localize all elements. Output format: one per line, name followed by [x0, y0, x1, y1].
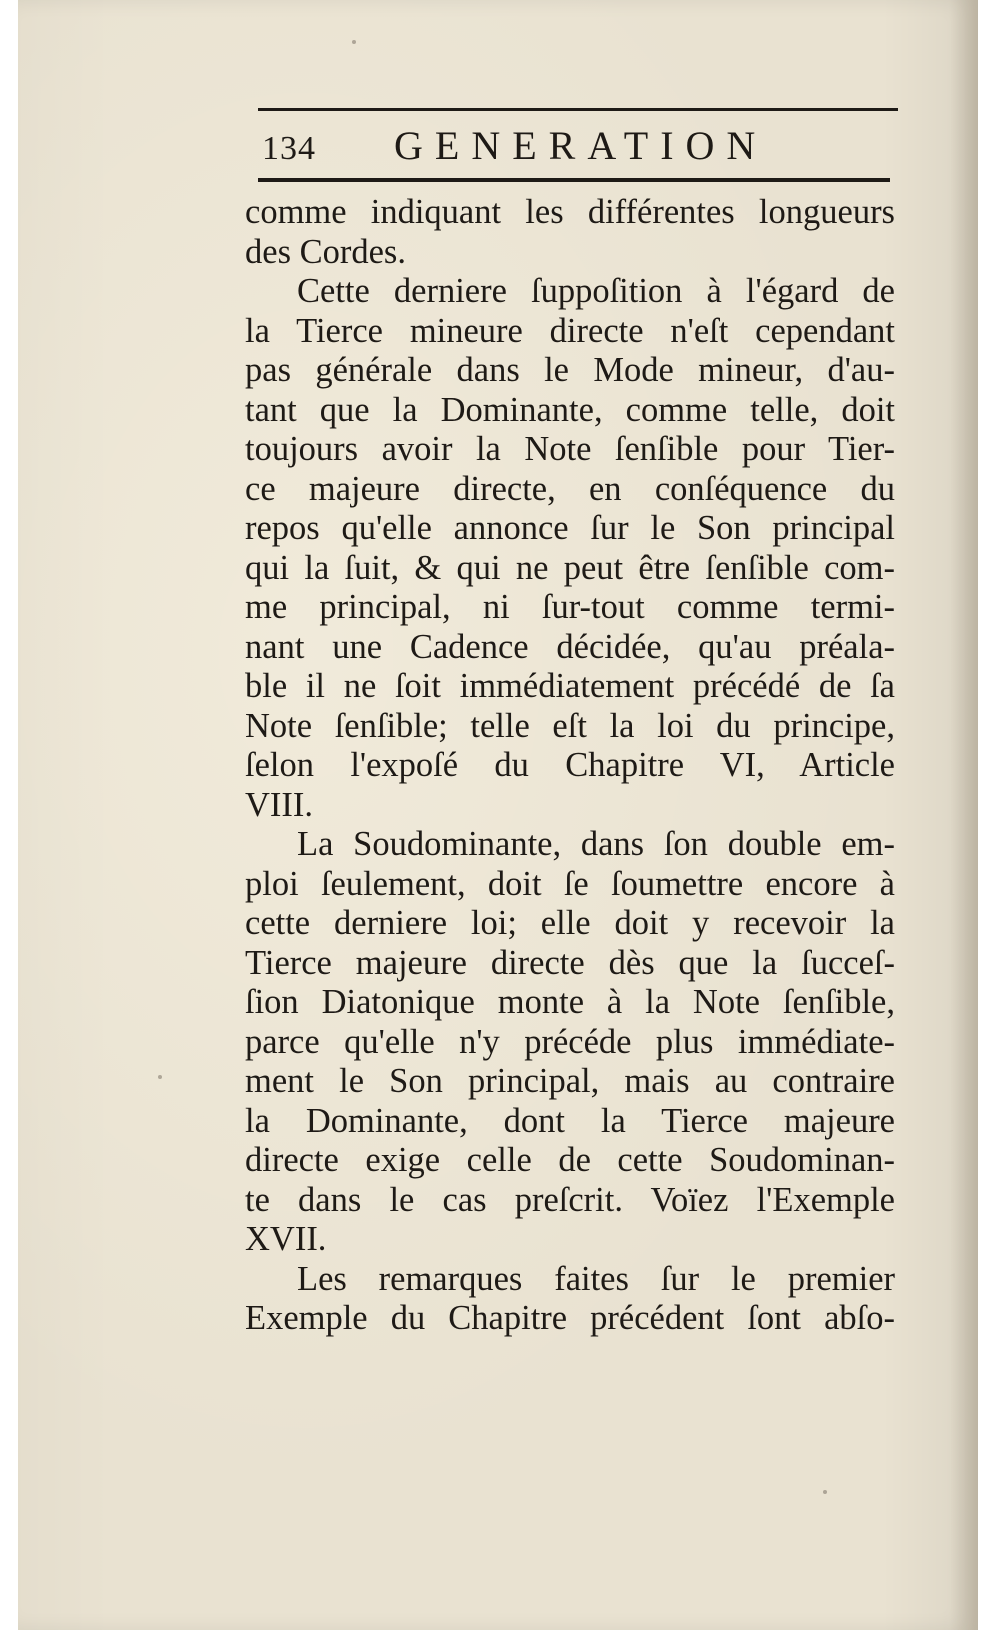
- text-line: directe exige celle de cette Soudominan-: [245, 1141, 895, 1179]
- running-head: [262, 122, 902, 174]
- header-top-rule: [258, 108, 898, 111]
- text-line: ſion Diatonique monte à la Note ſenſible,: [245, 983, 895, 1021]
- text-line: parce qu'elle n'y précéde plus immédiate-: [245, 1022, 895, 1061]
- header-bottom-rule: [258, 178, 890, 182]
- text-line: ment le Son principal, mais au contraire: [245, 1062, 895, 1100]
- text-line: Note ſenſible; telle eſt la loi du principe,: [245, 706, 895, 745]
- text-line: cette derniere loi; elle doit y recevoir la: [245, 904, 895, 942]
- text-line: VIII.: [245, 785, 314, 824]
- page-edge-shadow: [950, 0, 978, 1630]
- text-line: ble il ne ſoit immédiatement précédé de ſa: [245, 667, 895, 705]
- text-line: nant une Cadence décidée, qu'au préala-: [245, 627, 895, 666]
- paper-speck: [352, 40, 356, 44]
- text-line: ploi ſeulement, doit ſe ſoumettre encore à: [245, 864, 895, 903]
- text-line: la Tierce mineure directe n'eſt cependant: [245, 311, 895, 350]
- text-line: repos qu'elle annonce ſur le Son principal: [245, 509, 895, 547]
- text-line: toujours avoir la Note ſenſible pour Tier-: [245, 430, 895, 468]
- text-line: me principal, ni ſur-tout comme termi-: [245, 588, 895, 626]
- text-line: Les remarques faites ſur le premier: [297, 1259, 895, 1298]
- text-line: La Soudominante, dans ſon double em-: [297, 825, 895, 863]
- paper-speck: [158, 1075, 162, 1079]
- running-title: GENERATION: [394, 123, 768, 168]
- text-line: comme indiquant les différentes longueurs: [245, 193, 895, 231]
- text-line: ce majeure directe, en conſéquence du: [245, 469, 895, 508]
- text-line: Exemple du Chapitre précédent ſont abſo-: [245, 1299, 895, 1337]
- paper-speck: [823, 1490, 827, 1494]
- text-line: Tierce majeure directe dès que la ſucceſ-: [245, 943, 895, 982]
- body-text: [245, 193, 895, 1339]
- text-line: tant que la Dominante, comme telle, doit: [245, 390, 895, 429]
- text-line: la Dominante, dont la Tierce majeure: [245, 1101, 895, 1140]
- page-number: 134: [262, 130, 316, 167]
- text-line: XVII.: [245, 1220, 327, 1258]
- text-line: pas générale dans le Mode mineur, d'au-: [245, 351, 895, 389]
- text-line: te dans le cas preſcrit. Voïez l'Exemple: [245, 1180, 895, 1219]
- text-line: qui la ſuit, & qui ne peut être ſenſible com-: [245, 548, 895, 587]
- text-line: des Cordes.: [245, 232, 406, 271]
- text-line: Cette derniere ſuppoſition à l'égard de: [297, 272, 895, 310]
- text-line: ſelon l'expoſé du Chapitre VI, Article: [245, 746, 895, 784]
